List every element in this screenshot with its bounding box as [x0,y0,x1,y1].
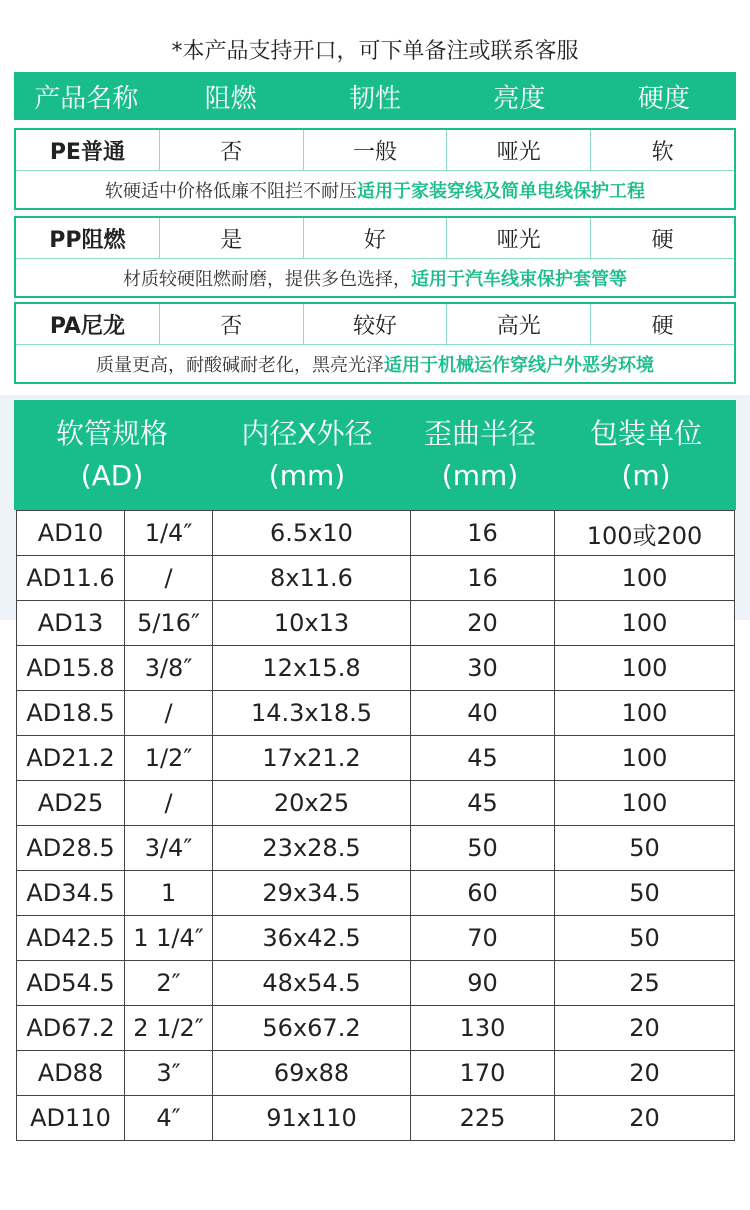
spec-bend-radius: 50 [411,826,555,871]
spec-ad-size: AD34.5 [17,871,125,916]
material-flame: 否 [159,304,303,344]
spec-package-unit: 100 [555,556,735,601]
spec-bend-radius: 40 [411,691,555,736]
header-package-unit [556,400,736,510]
spec-package-unit: 20 [555,1096,735,1141]
spec-bend-radius: 130 [411,1006,555,1051]
spec-diameter: 56x67.2 [213,1006,411,1051]
spec-inch-size: 2″ [125,961,213,1006]
table-row [17,871,735,916]
spec-diameter: 69x88 [213,1051,411,1096]
spec-bend-radius: 60 [411,871,555,916]
spec-ad-size: AD10 [17,511,125,556]
header-product-name: 产品名称 [34,83,139,114]
spec-bend-radius: 70 [411,916,555,961]
spec-ad-size: AD110 [17,1096,125,1141]
spec-inch-size: 1/2″ [125,736,213,781]
table-row [17,736,735,781]
spec-diameter: 23x28.5 [213,826,411,871]
header-flame-retardant: 阻燃 [204,83,257,114]
spec-ad-size: AD88 [17,1051,125,1096]
spec-bend-radius: 170 [411,1051,555,1096]
notice-text: *本产品支持开口，可下单备注或联系客服 [171,39,579,64]
spec-bend-radius: 20 [411,601,555,646]
material-hardness: 硬 [590,304,734,344]
table-row [17,691,735,736]
spec-diameter: 48x54.5 [213,961,411,1006]
spec-bend-radius: 16 [411,556,555,601]
spec-package-unit: 100 [555,601,735,646]
material-brightness: 哑光 [446,218,590,258]
spec-diameter: 36x42.5 [213,916,411,961]
material-toughness: 好 [303,218,447,258]
spec-inch-size: / [125,556,213,601]
table-row [17,916,735,961]
material-flame: 是 [159,218,303,258]
spec-inch-size: 1/4″ [125,511,213,556]
spec-inch-size: 3/8″ [125,646,213,691]
material-usage-text: 适用于汽车线束保护套管等 [411,269,627,290]
spec-package-unit: 20 [555,1051,735,1096]
material-hardness: 硬 [590,218,734,258]
spec-package-unit: 25 [555,961,735,1006]
spec-inch-size: 5/16″ [125,601,213,646]
header-hardness: 硬度 [637,83,690,114]
spec-bend-radius: 16 [411,511,555,556]
material-description [16,171,734,209]
spec-package-unit: 50 [555,871,735,916]
spec-diameter: 17x21.2 [213,736,411,781]
spec-diameter: 29x34.5 [213,871,411,916]
header-package-unit-title: 包装单位 [589,417,702,450]
table-row [17,511,735,556]
spec-table [16,510,735,1141]
header-spec [14,400,210,510]
spec-package-unit: 100 [555,691,735,736]
table-row [17,1096,735,1141]
header-spec-unit: (AD) [80,459,144,492]
table-row [17,1006,735,1051]
material-pa [14,302,736,384]
spec-inch-size: 1 1/4″ [125,916,213,961]
spec-package-unit: 100 [555,781,735,826]
spec-ad-size: AD18.5 [17,691,125,736]
material-pe [14,128,736,210]
spec-ad-size: AD13 [17,601,125,646]
material-name: PA尼龙 [49,313,125,339]
spec-ad-size: AD54.5 [17,961,125,1006]
spec-ad-size: AD15.8 [17,646,125,691]
table-row [17,556,735,601]
material-hardness: 软 [590,130,734,170]
spec-inch-size: / [125,691,213,736]
material-desc-text: 软硬适中价格低廉不阻拦不耐压 [105,181,357,202]
material-description [16,259,734,297]
material-description [16,345,734,383]
spec-ad-size: AD21.2 [17,736,125,781]
header-diameter [210,400,404,510]
material-toughness: 较好 [303,304,447,344]
spec-diameter: 12x15.8 [213,646,411,691]
spec-bend-radius: 45 [411,736,555,781]
material-name: PE普通 [49,139,125,165]
spec-package-unit: 100 [555,646,735,691]
table-row [17,781,735,826]
table-row [17,961,735,1006]
material-brightness: 哑光 [446,130,590,170]
material-usage-text: 适用于机械运作穿线户外恶劣环境 [384,355,654,376]
material-usage-text: 适用于家装穿线及简单电线保护工程 [357,181,645,202]
header-brightness: 亮度 [493,83,546,114]
header-package-unit-unit: (m) [621,459,671,492]
header-spec-title: 软管规格 [55,417,168,450]
spec-diameter: 14.3x18.5 [213,691,411,736]
spec-bend-radius: 30 [411,646,555,691]
table-row [17,1051,735,1096]
spec-package-unit: 50 [555,916,735,961]
spec-package-unit: 100或200 [555,511,735,556]
properties-header [14,72,736,120]
spec-diameter: 6.5x10 [213,511,411,556]
table-row [17,826,735,871]
spec-table-header [14,400,736,510]
spec-package-unit: 50 [555,826,735,871]
spec-bend-radius: 45 [411,781,555,826]
material-toughness: 一般 [303,130,447,170]
spec-diameter: 10x13 [213,601,411,646]
spec-bend-radius: 225 [411,1096,555,1141]
spec-inch-size: 2 1/2″ [125,1006,213,1051]
material-brightness: 高光 [446,304,590,344]
table-row [17,601,735,646]
spec-bend-radius: 90 [411,961,555,1006]
material-desc-text: 质量更高，耐酸碱耐老化，黑亮光泽 [96,355,384,376]
spec-ad-size: AD67.2 [17,1006,125,1051]
spec-diameter: 91x110 [213,1096,411,1141]
spec-package-unit: 20 [555,1006,735,1051]
spec-ad-size: AD11.6 [17,556,125,601]
spec-ad-size: AD42.5 [17,916,125,961]
header-diameter-title: 内径X外径 [241,417,373,450]
spec-inch-size: 1 [125,871,213,916]
table-row [17,646,735,691]
header-diameter-unit: (mm) [268,459,346,492]
spec-inch-size: 3″ [125,1051,213,1096]
material-name: PP阻燃 [49,227,126,253]
spec-inch-size: 4″ [125,1096,213,1141]
spec-diameter: 8x11.6 [213,556,411,601]
spec-ad-size: AD28.5 [17,826,125,871]
header-bend-radius-title: 歪曲半径 [423,417,536,450]
spec-diameter: 20x25 [213,781,411,826]
spec-inch-size: 3/4″ [125,826,213,871]
spec-package-unit: 100 [555,736,735,781]
spec-ad-size: AD25 [17,781,125,826]
header-bend-radius [404,400,556,510]
spec-inch-size: / [125,781,213,826]
header-bend-radius-unit: (mm) [441,459,519,492]
material-flame: 否 [159,130,303,170]
material-pp [14,216,736,298]
header-toughness: 韧性 [349,83,402,114]
material-desc-text: 材质较硬阻燃耐磨，提供多色选择， [123,269,411,290]
